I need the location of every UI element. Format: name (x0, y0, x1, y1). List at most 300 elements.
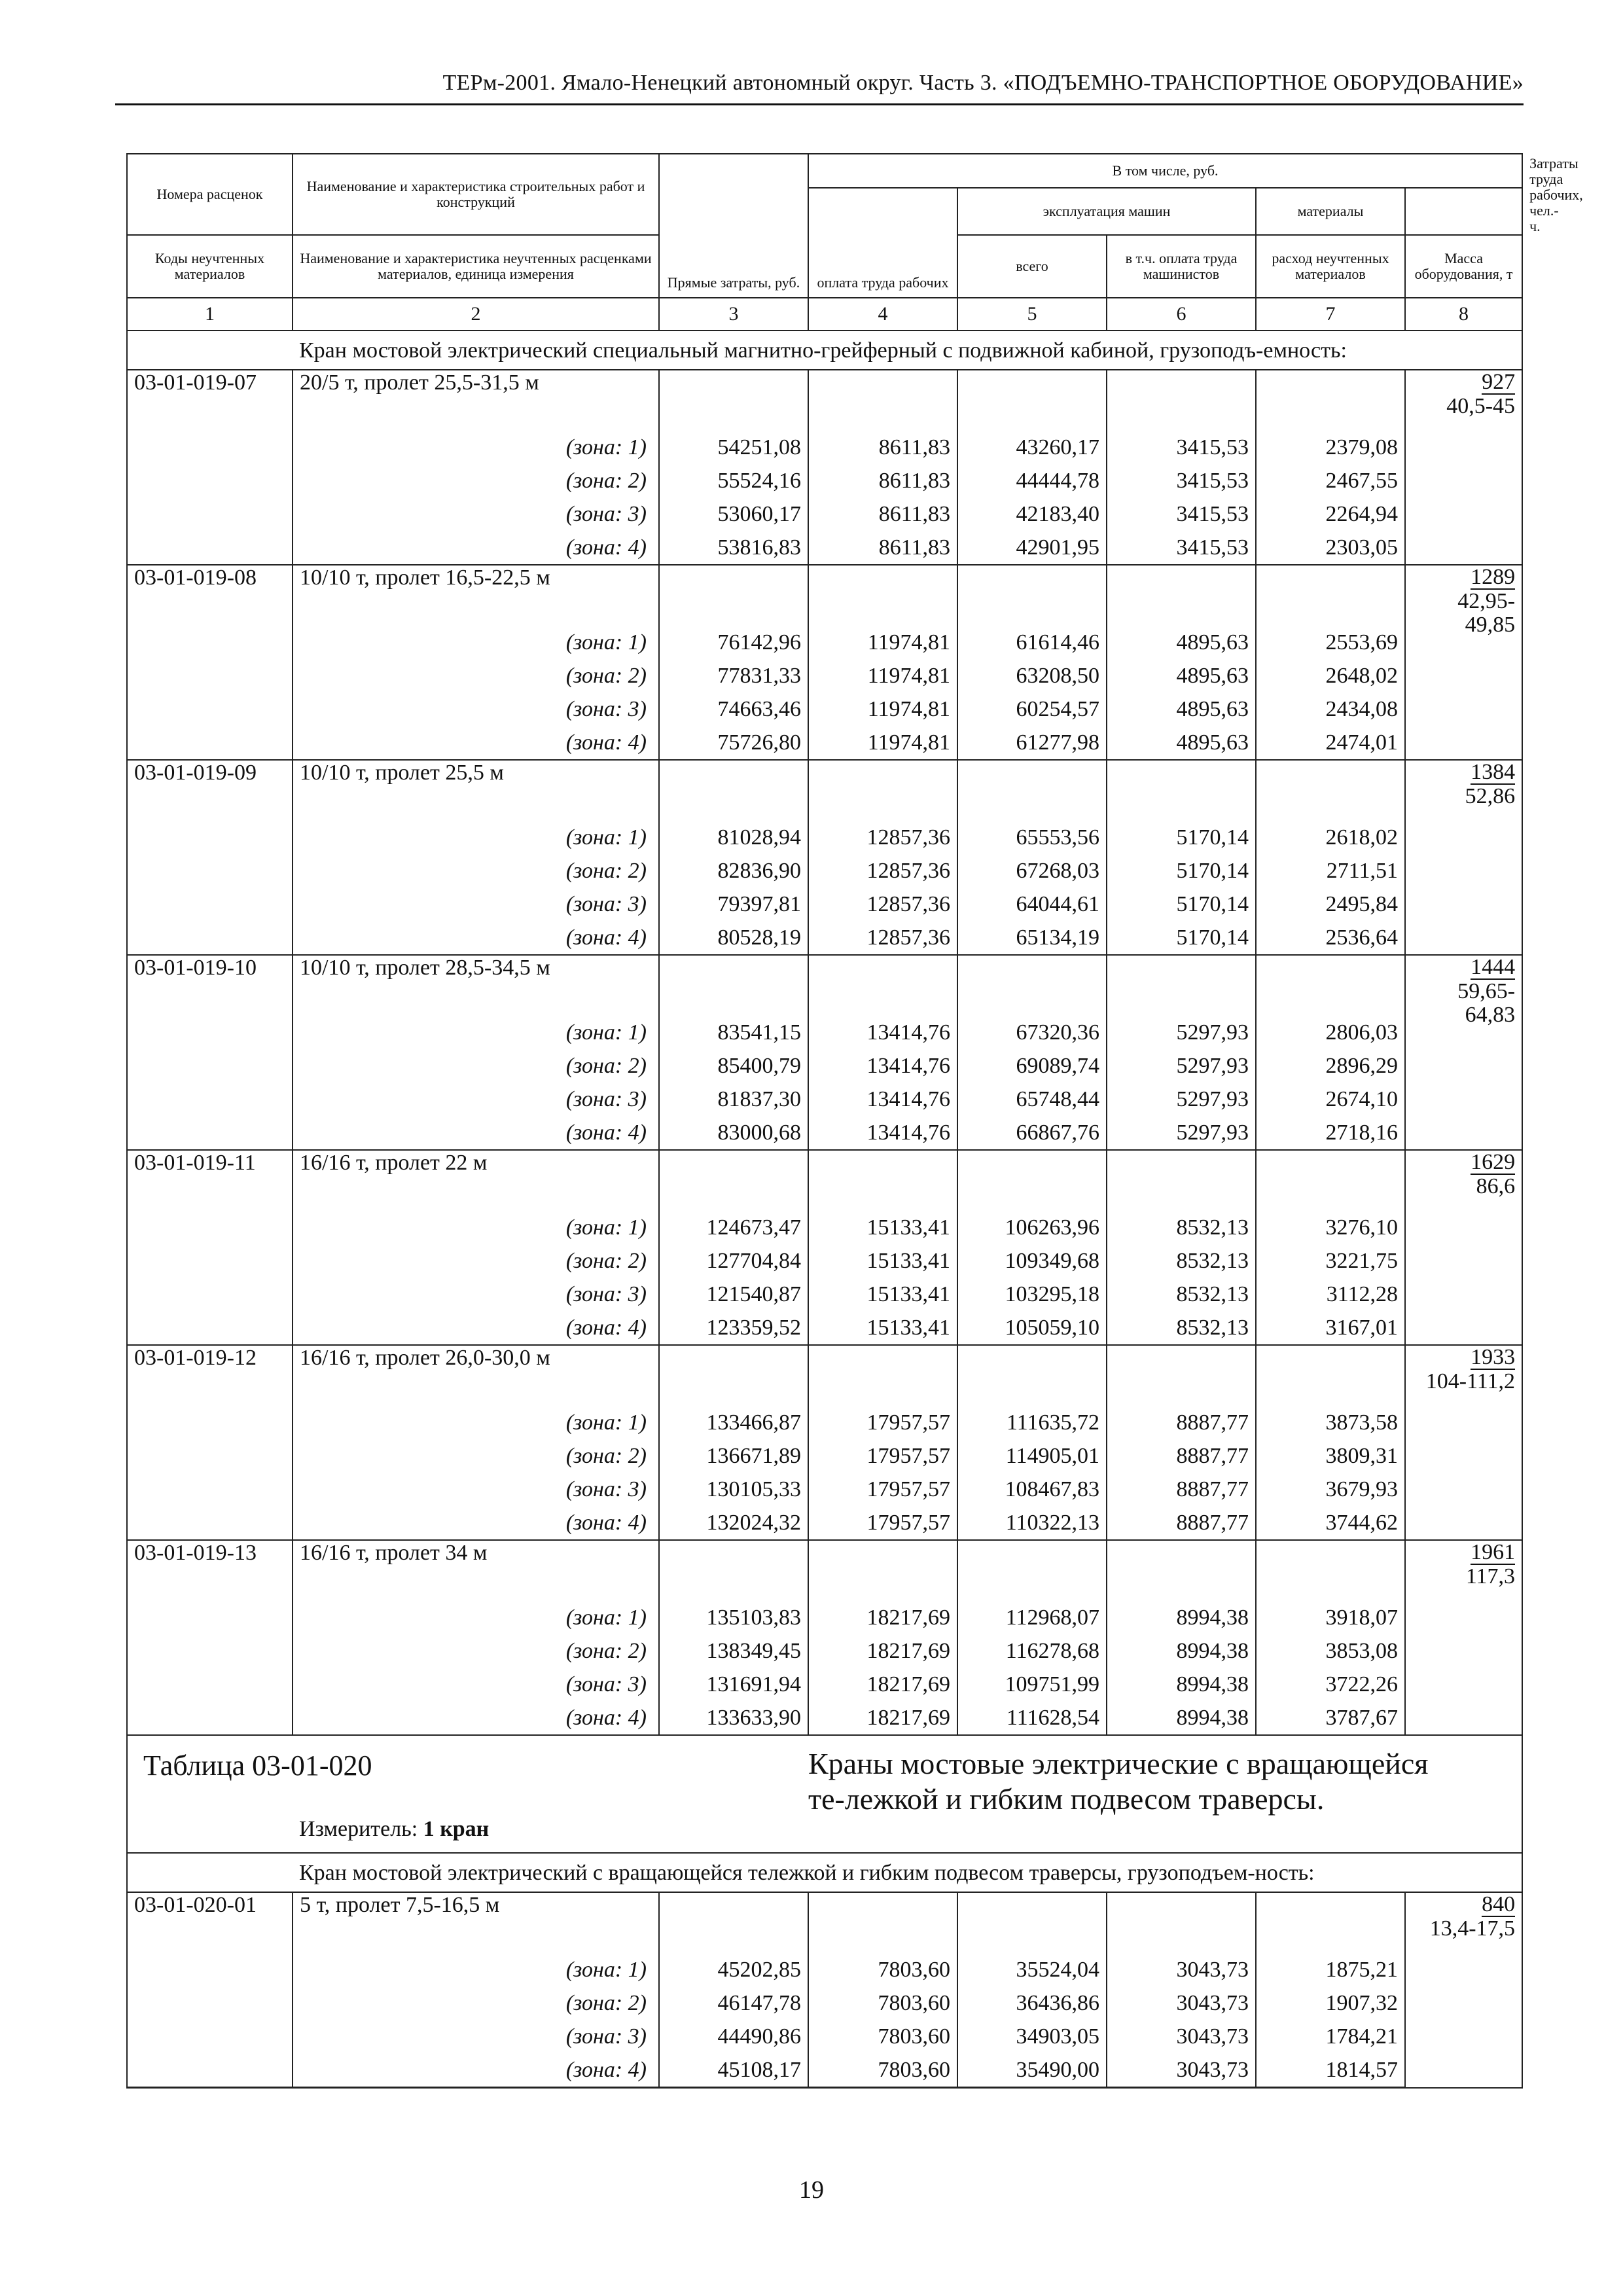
zone-value: 8994,38 (1107, 1701, 1256, 1735)
zone-row (127, 1506, 1522, 1540)
zone-value: 123359,52 (659, 1311, 808, 1345)
zone-value: 42183,40 (957, 497, 1107, 531)
zone-row (127, 626, 1522, 659)
zone-value: 15133,41 (808, 1278, 957, 1311)
zone-label: (зона: 3) (293, 2020, 659, 2053)
zone-row (127, 854, 1522, 888)
zone-value: 7803,60 (808, 2053, 957, 2088)
empty-cell (957, 760, 1107, 821)
zone-label: (зона: 1) (293, 1406, 659, 1439)
zone-value: 69089,74 (957, 1049, 1107, 1083)
zone-value: 2648,02 (1256, 659, 1405, 692)
zone-value: 3043,73 (1107, 1953, 1256, 1986)
zone-row (127, 1278, 1522, 1311)
zone-value: 1814,57 (1256, 2053, 1405, 2088)
zone-row (127, 888, 1522, 921)
zone-value: 43260,17 (957, 431, 1107, 464)
zone-value: 3744,62 (1256, 1506, 1405, 1540)
col4-header: оплата труда рабочих (808, 188, 957, 298)
zone-value: 106263,96 (957, 1211, 1107, 1244)
page-number: 19 (799, 2176, 824, 2204)
zone-value: 4895,63 (1107, 692, 1256, 726)
zone-value: 5170,14 (1107, 854, 1256, 888)
zone-value: 5170,14 (1107, 921, 1256, 955)
zone-row (127, 1311, 1522, 1345)
zone-label: (зона: 1) (293, 1211, 659, 1244)
rate-name: 10/10 т, пролет 25,5 м (293, 760, 659, 821)
zone-value: 85400,79 (659, 1049, 808, 1083)
empty-cell (127, 726, 293, 760)
zone-label: (зона: 2) (293, 854, 659, 888)
rate-code: 03-01-019-08 (127, 565, 293, 626)
zone-row (127, 1211, 1522, 1244)
meter-row (127, 1817, 1522, 1853)
mass-value: 52,86 (1465, 784, 1516, 808)
zone-value: 3043,73 (1107, 2020, 1256, 2053)
rate-item-row (127, 1892, 1522, 1953)
zone-row (127, 2053, 1522, 2088)
zone-value: 8887,77 (1107, 1439, 1256, 1473)
zone-value: 60254,57 (957, 692, 1107, 726)
zone-row (127, 1049, 1522, 1083)
section1-body (127, 331, 1522, 1735)
zone-value: 12857,36 (808, 888, 957, 921)
labor-mass-cell (1405, 955, 1522, 1150)
zone-value: 3043,73 (1107, 2053, 1256, 2088)
zone-row (127, 659, 1522, 692)
zone-value: 2718,16 (1256, 1116, 1405, 1150)
zone-label: (зона: 4) (293, 2053, 659, 2088)
labor-value: 1289 (1471, 565, 1516, 589)
zone-row (127, 1439, 1522, 1473)
zone-value: 45108,17 (659, 2053, 808, 2088)
empty-cell (127, 1116, 293, 1150)
zone-value: 8532,13 (1107, 1244, 1256, 1278)
zone-label: (зона: 3) (293, 692, 659, 726)
rate-name: 16/16 т, пролет 34 м (293, 1540, 659, 1601)
rate-code: 03-01-019-10 (127, 955, 293, 1016)
empty-cell (957, 1150, 1107, 1211)
zone-value: 3043,73 (1107, 1986, 1256, 2020)
col6-header: в т.ч. оплата труда машинистов (1107, 235, 1256, 298)
zone-value: 53060,17 (659, 497, 808, 531)
zone-label: (зона: 1) (293, 431, 659, 464)
zone-value: 116278,68 (957, 1634, 1107, 1668)
empty-cell (808, 565, 957, 626)
empty-cell (659, 1345, 808, 1406)
zone-value: 2379,08 (1256, 431, 1405, 464)
zone-value: 8611,83 (808, 431, 957, 464)
rate-item-row (127, 370, 1522, 431)
zone-value: 44444,78 (957, 464, 1107, 497)
zone-value: 127704,84 (659, 1244, 808, 1278)
empty-cell (659, 1540, 808, 1601)
mass-value: 104-111,2 (1425, 1369, 1516, 1393)
zone-value: 81028,94 (659, 821, 808, 854)
meter-label: Измеритель: (299, 1817, 418, 1841)
empty-cell (1107, 1345, 1256, 1406)
zone-value: 82836,90 (659, 854, 808, 888)
col-number: 6 (1107, 298, 1256, 331)
empty-cell (127, 1311, 293, 1345)
zone-value: 8611,83 (808, 531, 957, 565)
table2-title-row (127, 1735, 1522, 1817)
zone-label: (зона: 3) (293, 888, 659, 921)
empty-cell (957, 565, 1107, 626)
col-number: 7 (1256, 298, 1405, 331)
empty-cell (127, 497, 293, 531)
mass-value: 42,95-49,85 (1457, 589, 1516, 637)
mass-value: 117,3 (1465, 1564, 1516, 1588)
machines-header: эксплуатация машин (957, 188, 1256, 235)
zone-value: 67268,03 (957, 854, 1107, 888)
zone-value: 3853,08 (1256, 1634, 1405, 1668)
zone-value: 44490,86 (659, 2020, 808, 2053)
empty-cell (127, 1406, 293, 1439)
empty-cell (1107, 1150, 1256, 1211)
zone-value: 3167,01 (1256, 1311, 1405, 1345)
empty-cell (1256, 955, 1405, 1016)
rate-code: 03-01-019-11 (127, 1150, 293, 1211)
zone-row (127, 1601, 1522, 1634)
zone-value: 67320,36 (957, 1016, 1107, 1049)
rate-item-row (127, 1345, 1522, 1406)
zone-value: 7803,60 (808, 1986, 957, 2020)
zone-label: (зона: 4) (293, 1506, 659, 1540)
empty-cell (1256, 1892, 1405, 1953)
zone-value: 13414,76 (808, 1049, 957, 1083)
empty-cell (1107, 370, 1256, 431)
zone-row (127, 1473, 1522, 1506)
zone-row (127, 531, 1522, 565)
zone-value: 109349,68 (957, 1244, 1107, 1278)
empty-cell (127, 821, 293, 854)
empty-cell (659, 955, 808, 1016)
col-number: 2 (293, 298, 659, 331)
empty-cell (808, 370, 957, 431)
zone-label: (зона: 4) (293, 1311, 659, 1345)
zone-label: (зона: 4) (293, 1116, 659, 1150)
zone-value: 17957,57 (808, 1506, 957, 1540)
zone-value: 3276,10 (1256, 1211, 1405, 1244)
zone-value: 17957,57 (808, 1473, 957, 1506)
zone-value: 45202,85 (659, 1953, 808, 1986)
empty-cell (127, 1601, 293, 1634)
zone-value: 13414,76 (808, 1016, 957, 1049)
empty-cell (659, 1892, 808, 1953)
empty-cell (808, 1150, 957, 1211)
zone-value: 66867,76 (957, 1116, 1107, 1150)
col7-header: расход неучтенных материалов (1256, 235, 1405, 298)
zone-value: 2618,02 (1256, 821, 1405, 854)
zone-value: 131691,94 (659, 1668, 808, 1701)
zone-value: 2806,03 (1256, 1016, 1405, 1049)
zone-row (127, 1244, 1522, 1278)
zone-value: 8532,13 (1107, 1278, 1256, 1311)
zone-value: 15133,41 (808, 1311, 957, 1345)
header-rule (115, 103, 1524, 105)
empty-cell (127, 1278, 293, 1311)
zone-row (127, 1116, 1522, 1150)
labor-mass-cell (1405, 565, 1522, 760)
zone-row (127, 692, 1522, 726)
zone-value: 1875,21 (1256, 1953, 1405, 1986)
rate-name: 16/16 т, пролет 22 м (293, 1150, 659, 1211)
labor-mass-cell (1405, 1345, 1522, 1540)
empty-cell (127, 1953, 293, 1986)
labor-value: 840 (1482, 1892, 1516, 1916)
zone-value: 3918,07 (1256, 1601, 1405, 1634)
zone-value: 8994,38 (1107, 1601, 1256, 1634)
zone-value: 103295,18 (957, 1278, 1107, 1311)
zone-value: 8887,77 (1107, 1473, 1256, 1506)
empty-cell (957, 370, 1107, 431)
zone-label: (зона: 2) (293, 1439, 659, 1473)
meter-text (293, 1817, 1522, 1853)
zone-label: (зона: 1) (293, 1953, 659, 1986)
zone-value: 2896,29 (1256, 1049, 1405, 1083)
zone-value: 133466,87 (659, 1406, 808, 1439)
zone-value: 132024,32 (659, 1506, 808, 1540)
zone-label: (зона: 3) (293, 1473, 659, 1506)
rate-item-row (127, 1540, 1522, 1601)
section-title: Кран мостовой электрический с вращающейся тележкой и гибким подвесом траверсы, грузоподъем-ность: (293, 1853, 1522, 1892)
zone-value: 65748,44 (957, 1083, 1107, 1116)
empty-cell (127, 692, 293, 726)
zone-value: 81837,30 (659, 1083, 808, 1116)
zone-label: (зона: 1) (293, 1016, 659, 1049)
zone-value: 3787,67 (1256, 1701, 1405, 1735)
empty-cell (127, 1701, 293, 1735)
zone-value: 135103,83 (659, 1601, 808, 1634)
zone-row (127, 1701, 1522, 1735)
zone-value: 63208,50 (957, 659, 1107, 692)
empty-cell (127, 888, 293, 921)
zone-value: 55524,16 (659, 464, 808, 497)
zone-row (127, 1634, 1522, 1668)
zone-value: 15133,41 (808, 1244, 957, 1278)
empty-cell (127, 1668, 293, 1701)
labor-mass-cell (1405, 1540, 1522, 1735)
rates-table (126, 153, 1583, 2089)
col3-header: Прямые затраты, руб. (659, 154, 808, 298)
empty-cell (957, 1892, 1107, 1953)
zone-row (127, 2020, 1522, 2053)
zone-value: 34903,05 (957, 2020, 1107, 2053)
column-numbers (127, 298, 1522, 331)
empty-cell (1256, 1150, 1405, 1211)
empty-cell (127, 1473, 293, 1506)
empty-cell (659, 760, 808, 821)
zone-label: (зона: 2) (293, 1244, 659, 1278)
zone-value: 114905,01 (957, 1439, 1107, 1473)
col-number: 4 (808, 298, 957, 331)
labor-mass-cell (1405, 1892, 1522, 2088)
zone-value: 2553,69 (1256, 626, 1405, 659)
rate-code: 03-01-019-13 (127, 1540, 293, 1601)
zone-value: 5170,14 (1107, 821, 1256, 854)
rate-item-row (127, 955, 1522, 1016)
zone-value: 124673,47 (659, 1211, 808, 1244)
empty-cell (127, 626, 293, 659)
zone-value: 2303,05 (1256, 531, 1405, 565)
zone-value: 76142,96 (659, 626, 808, 659)
empty-cell (808, 760, 957, 821)
zone-value: 11974,81 (808, 626, 957, 659)
zone-value: 11974,81 (808, 659, 957, 692)
empty-cell (127, 1244, 293, 1278)
zone-value: 121540,87 (659, 1278, 808, 1311)
empty-cell (1256, 565, 1405, 626)
zone-value: 8611,83 (808, 464, 957, 497)
empty-cell (1256, 1345, 1405, 1406)
empty-cell (127, 531, 293, 565)
zone-value: 15133,41 (808, 1211, 957, 1244)
zone-value: 61614,46 (957, 626, 1107, 659)
empty-cell (127, 854, 293, 888)
empty-cell (808, 1892, 957, 1953)
zone-label: (зона: 2) (293, 464, 659, 497)
empty-cell (127, 1506, 293, 1540)
zone-value: 18217,69 (808, 1601, 957, 1634)
zone-value: 65134,19 (957, 921, 1107, 955)
zone-label: (зона: 3) (293, 1278, 659, 1311)
zone-value: 3809,31 (1256, 1439, 1405, 1473)
zone-label: (зона: 3) (293, 497, 659, 531)
zone-value: 112968,07 (957, 1601, 1107, 1634)
zone-label: (зона: 4) (293, 726, 659, 760)
section-title: Кран мостовой электрический специальный магнитно-грейферный с подвижной кабиной, грузоподъ-емность: (293, 331, 1522, 370)
zone-value: 11974,81 (808, 692, 957, 726)
col8-bottom-header: Масса оборудования, т (1405, 235, 1522, 298)
zone-value: 105059,10 (957, 1311, 1107, 1345)
empty-cell (808, 1540, 957, 1601)
zone-value: 1784,21 (1256, 2020, 1405, 2053)
zone-value: 111635,72 (957, 1406, 1107, 1439)
zone-value: 111628,54 (957, 1701, 1107, 1735)
zone-value: 3722,26 (1256, 1668, 1405, 1701)
zone-label: (зона: 4) (293, 921, 659, 955)
zone-value: 77831,33 (659, 659, 808, 692)
zone-row (127, 1668, 1522, 1701)
zone-value: 3415,53 (1107, 531, 1256, 565)
empty-cell (127, 1049, 293, 1083)
labor-mass-cell (1405, 760, 1522, 955)
zone-value: 3221,75 (1256, 1244, 1405, 1278)
zone-value: 65553,56 (957, 821, 1107, 854)
zone-value: 80528,19 (659, 921, 808, 955)
zone-value: 17957,57 (808, 1406, 957, 1439)
zone-value: 8532,13 (1107, 1211, 1256, 1244)
empty-cell (127, 1439, 293, 1473)
zone-value: 5297,93 (1107, 1083, 1256, 1116)
zone-row (127, 1016, 1522, 1049)
zone-label: (зона: 2) (293, 659, 659, 692)
zone-value: 8887,77 (1107, 1506, 1256, 1540)
labor-value: 1384 (1471, 760, 1516, 784)
zone-value: 46147,78 (659, 1986, 808, 2020)
zone-value: 75726,80 (659, 726, 808, 760)
empty-cell (127, 921, 293, 955)
zone-value: 83541,15 (659, 1016, 808, 1049)
zone-value: 2495,84 (1256, 888, 1405, 921)
zone-value: 7803,60 (808, 2020, 957, 2053)
rate-item-row (127, 1150, 1522, 1211)
zone-value: 13414,76 (808, 1083, 957, 1116)
zone-value: 3679,93 (1256, 1473, 1405, 1506)
zone-value: 2434,08 (1256, 692, 1405, 726)
zone-value: 3112,28 (1256, 1278, 1405, 1311)
zone-value: 79397,81 (659, 888, 808, 921)
zone-label: (зона: 1) (293, 821, 659, 854)
table-header: Номера расценок Наименование и характеристика строительных работ и конструкций Прямые затраты, руб. В том числе, руб. Затраты труда рабочих, чел.-ч. оплата труда рабочих эксплуатация машин материалы Коды неучтенных материалов Наименование и характеристика неучтенных расценками материалов, единица измерения всего в т.ч. оплата труда машинистов расход неучтенных материалов Масса оборудования, т 1 2 3 4 5 6 7 8 (127, 154, 1522, 331)
empty-cell (957, 955, 1107, 1016)
zone-value: 36436,86 (957, 1986, 1107, 2020)
zone-value: 138349,45 (659, 1634, 808, 1668)
empty-cell (1107, 760, 1256, 821)
zone-value: 12857,36 (808, 821, 957, 854)
zone-row (127, 726, 1522, 760)
rate-name: 16/16 т, пролет 26,0-30,0 м (293, 1345, 659, 1406)
rate-code: 03-01-019-09 (127, 760, 293, 821)
zone-value: 35490,00 (957, 2053, 1107, 2088)
zone-value: 83000,68 (659, 1116, 808, 1150)
empty-cell (127, 659, 293, 692)
zone-value: 8994,38 (1107, 1668, 1256, 1701)
empty-cell (127, 2020, 293, 2053)
rate-code: 03-01-020-01 (127, 1892, 293, 1953)
zone-value: 108467,83 (957, 1473, 1107, 1506)
empty-cell (659, 370, 808, 431)
mass-value: 13,4-17,5 (1429, 1916, 1516, 1941)
rate-name: 5 т, пролет 7,5-16,5 м (293, 1892, 659, 1953)
zone-value: 5170,14 (1107, 888, 1256, 921)
zone-row (127, 921, 1522, 955)
rate-item-row (127, 760, 1522, 821)
empty-cell (808, 1345, 957, 1406)
empty-cell (957, 1540, 1107, 1601)
zone-value: 3873,58 (1256, 1406, 1405, 1439)
col5-header: всего (957, 235, 1107, 298)
meter-value: 1 кран (423, 1817, 490, 1841)
zone-value: 42901,95 (957, 531, 1107, 565)
zone-value: 5297,93 (1107, 1116, 1256, 1150)
mass-value: 40,5-45 (1446, 394, 1516, 418)
empty-cell (1107, 955, 1256, 1016)
zone-label: (зона: 2) (293, 1986, 659, 2020)
zone-value: 18217,69 (808, 1668, 957, 1701)
empty-cell (808, 955, 957, 1016)
labor-mass-cell (1405, 370, 1522, 565)
zone-value: 109751,99 (957, 1668, 1107, 1701)
zone-row (127, 1406, 1522, 1439)
zone-value: 35524,04 (957, 1953, 1107, 1986)
zone-value: 110322,13 (957, 1506, 1107, 1540)
mass-value: 59,65-64,83 (1457, 979, 1516, 1027)
rate-code: 03-01-019-07 (127, 370, 293, 431)
empty-cell (1256, 760, 1405, 821)
zone-value: 74663,46 (659, 692, 808, 726)
empty-cell (1256, 370, 1405, 431)
zone-row (127, 1083, 1522, 1116)
rate-code: 03-01-019-12 (127, 1345, 293, 1406)
zone-value: 3415,53 (1107, 431, 1256, 464)
zone-label: (зона: 3) (293, 1668, 659, 1701)
empty-cell (127, 1634, 293, 1668)
empty-cell (127, 1016, 293, 1049)
labor-value: 927 (1482, 370, 1516, 394)
zone-value: 1907,32 (1256, 1986, 1405, 2020)
